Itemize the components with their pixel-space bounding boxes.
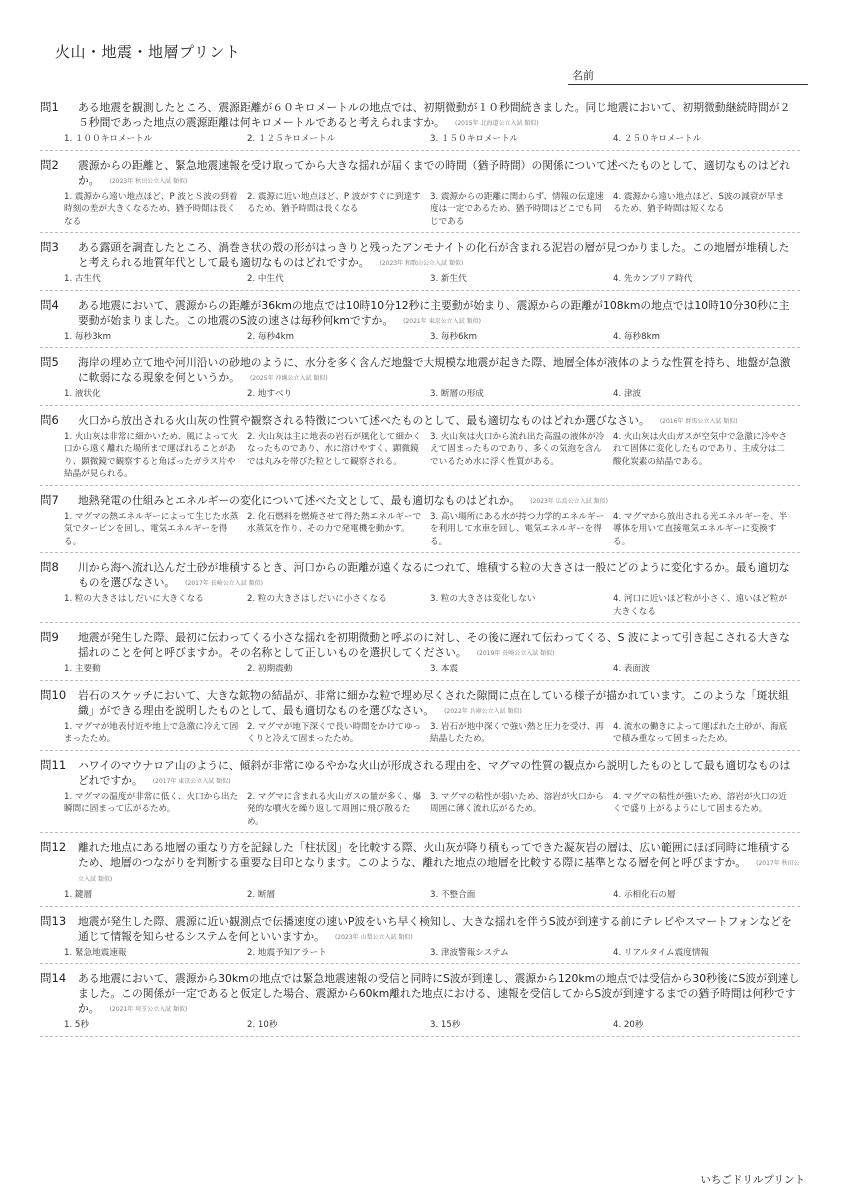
question-source: (2023年 山梨公立入試 類似) (334, 933, 413, 941)
question-number: 問4 (40, 297, 59, 312)
question-source: (2019年 長崎公立入試 類似) (476, 650, 555, 657)
question-source: (2016年 群馬公立入試 類似) (659, 417, 738, 425)
answer-option[interactable]: 1. マグマの熱エネルギーによって生じた水蒸気でタービンを回し、電気エネルギーを得る。 (64, 511, 239, 547)
answer-option[interactable]: 2. 地震予知アラート (247, 947, 327, 958)
question-body: 岩石のスケッチにおいて、大きな鉱物の結晶が、非常に細かな粒で埋め尽くされた隙間に点在している様子が描かれています。このような「斑状組織」ができる理由を説明したものとして、最も適切なものを選びなさい。 (78, 688, 789, 717)
question-number: 問5 (40, 355, 59, 369)
answer-options (64, 721, 800, 746)
question-block (40, 758, 800, 834)
question-body: 地震が発生した際、最初に伝わってくる小さな揺れを初期微動と呼ぶのに対し、その後に遅れて伝わってくる、S 波によって引き起こされる大きな揺れのことを何と呼びますか。その名称として正しいものを選択してください。 (78, 631, 790, 659)
question-block (40, 630, 800, 681)
question-text (78, 630, 800, 661)
question-number: 問2 (40, 157, 59, 172)
name-label: 名前 (572, 69, 594, 82)
question-number: 問13 (40, 913, 67, 928)
question-text (78, 493, 800, 509)
question-number: 問7 (40, 492, 59, 507)
answer-option[interactable]: 1. 液状化 (64, 389, 101, 399)
question-text (78, 971, 800, 1017)
question-body: ある地震において、震源からの距離が36kmの地点では10時10分12秒に主要動が始まり、震源からの距離が108kmの地点では10時10分30秒に主要動が始まりました。この地震のS波の速さは毎秒何kmですか。 (78, 298, 790, 327)
question-text (78, 688, 800, 719)
question-body: 地震が発生した際、震源に近い観測点で伝播速度の速いP波をいち早く検知し、大きな揺れを伴うS波が到達する前にテレビやスマートフォンなどを通じて情報を知らせるシステムを何といいますか。 (78, 914, 792, 943)
question-source: (2015年 北海道公立入試 類似) (454, 120, 539, 127)
question-text (78, 413, 800, 429)
answer-option[interactable]: 1. 粒の大きさはしだいに大きくなる (64, 594, 204, 604)
page-title: 火山・地震・地層プリント (55, 43, 241, 61)
question-header (40, 630, 800, 661)
answer-option[interactable]: 4. 震源から遠い地点ほど、S波の減衰が早まるため、猶予時間は短くなる (613, 191, 785, 214)
question-header (40, 758, 800, 789)
answer-options (64, 791, 800, 829)
answer-option[interactable]: 4. ２５０キロメートル (613, 134, 702, 144)
answer-option[interactable]: 3. マグマの粘性が弱いため、溶岩が火口から周囲に薄く流れ広がるため。 (430, 791, 604, 814)
answer-option[interactable]: 3. 高い場所にある水が持つ力学的エネルギーを利用して水車を回し、電気エネルギーを得る。 (430, 511, 605, 547)
question-body: 火口から放出される火山灰の性質や観察される特徴について述べたものとして、最も適切なものはどれか選びなさい。 (78, 413, 650, 427)
answer-option[interactable]: 4. マグマの粘性が強いため、溶岩が火口の近くで盛り上がるようにして固まるため。 (613, 791, 787, 814)
answer-option[interactable]: 3. 断層の形成 (430, 389, 484, 399)
question-source: (2023年 和歌山公立入試 類似) (379, 260, 464, 267)
answer-option[interactable]: 4. 流水の働きによって運ばれた土砂が、海底で積み重なって固まったため。 (613, 721, 788, 744)
answer-option[interactable]: 2. 震源に近い地点ほど、P 波がすぐに到達するため、猶予時間は長くなる (247, 191, 421, 214)
answer-option[interactable]: 3. 15秒 (430, 1020, 461, 1030)
answer-option[interactable]: 3. 岩石が地中深くで強い熱と圧力を受け、再結晶したため。 (430, 721, 604, 744)
answer-option[interactable]: 1. 古生代 (64, 274, 101, 284)
question-block (40, 840, 800, 907)
answer-option[interactable]: 2. 10秒 (247, 1020, 278, 1030)
question-list (40, 100, 800, 1044)
answer-options (64, 388, 800, 401)
answer-option[interactable]: 1. 鍵層 (64, 890, 93, 900)
question-block (40, 914, 800, 965)
question-source: (2023年 広島公立入試 類似) (530, 497, 609, 505)
question-source: (2021年 東京公立入試 類似) (403, 317, 481, 325)
answer-option[interactable]: 2. 毎秒4km (247, 331, 294, 342)
question-block (40, 100, 800, 151)
question-text (78, 100, 800, 131)
page-header (0, 0, 849, 100)
question-source: (2023年 秋田公立入試 類似) (109, 177, 188, 185)
question-header (40, 413, 800, 429)
answer-option[interactable]: 4. リアルタイム震度情報 (613, 947, 710, 958)
question-source: (2017年 長崎公立入試 類似) (185, 580, 263, 587)
question-text (78, 158, 800, 189)
answer-option[interactable]: 1. 震源から遠い地点ほど、P 波とＳ波の到着時刻の差が大きくなるため、猶予時間は長くなる (64, 191, 238, 227)
answer-option[interactable]: 2. 地すべり (247, 389, 293, 399)
question-header (40, 914, 800, 945)
answer-options (64, 431, 800, 481)
question-text (78, 240, 800, 271)
answer-option[interactable]: 1. マグマが地表付近や地上で急激に冷えて固まったため。 (64, 721, 239, 744)
answer-option[interactable]: 3. 粒の大きさは変化しない (430, 594, 536, 604)
answer-option[interactable]: 3. 火山灰は火口から流れ出た高温の液体が冷えて固まったものであり、多くの気泡を含んでいるため水に浮く性質がある。 (430, 431, 605, 467)
question-number: 問8 (40, 560, 59, 574)
answer-option[interactable]: 1. マグマの温度が非常に低く、火口から出た瞬間に固まって広がるため。 (64, 791, 239, 814)
question-body: ある地震を観測したところ、震源距離が６０キロメートルの地点では、初期微動が１０秒間続きました。同じ地震において、初期微動継続時間が２５秒間であった地点の震源距離は何キロメートルであると考えられますか。 (78, 101, 791, 129)
question-source: (2025年 沖縄公立入試 類似) (249, 375, 328, 382)
answer-option[interactable]: 1. 5秒 (64, 1020, 89, 1030)
question-header (40, 100, 800, 131)
answer-option[interactable]: 3. 毎秒6km (430, 331, 477, 342)
answer-options (64, 191, 800, 229)
question-text (78, 560, 800, 591)
answer-option[interactable]: 4. 示相化石の層 (613, 890, 676, 900)
question-body: 海岸の埋め立て地や河川沿いの砂地のように、水分を多く含んだ地盤で大規模な地震が起きた際、地層全体が液体のような性質を持ち、地盤が急激に軟弱になる現象を何というか。 (78, 356, 791, 384)
answer-option[interactable]: 2. マグマに含まれる火山ガスの量が多く、爆発的な噴火を繰り返して周囲に飛び散るため。 (247, 791, 422, 827)
question-text (78, 758, 800, 789)
question-number: 問12 (40, 840, 67, 854)
question-number: 問10 (40, 687, 67, 702)
question-block (40, 355, 800, 406)
answer-option[interactable]: 4. 先カンブリア時代 (613, 274, 693, 284)
question-body: 離れた地点にある地層の重なり方を記録した「柱状図」を比較する際、火山灰が降り積もってできた凝灰岩の層は、広い範囲にほぼ同時に堆積するため、地層のつながりを判断する重要な目印となります。このような、離れた地点の地層を比較する際に基準となる層を何と呼びますか。 (78, 841, 791, 869)
answer-option[interactable]: 2. １２５キロメートル (247, 134, 336, 144)
question-body: 地熱発電の仕組みとエネルギーの変化について述べた文として、最も適切なものはどれか。 (78, 493, 521, 507)
answer-option[interactable]: 2. 化石燃料を燃焼させて得た熱エネルギーで水蒸気を作り、その力で発電機を動かす。 (247, 511, 422, 534)
answer-option[interactable]: 4. 河口に近いほど粒が小さく、遠いほど粒が大きくなる (613, 594, 788, 617)
answer-option[interactable]: 4. マグマから放出される光エネルギーを、半導体を用いて直接電気エネルギーに変換する。 (613, 511, 788, 547)
question-header (40, 688, 800, 719)
answer-option[interactable]: 3. 震源からの距離に関わらず、情報の伝達速度は一定であるため、猶予時間はどこでも同じである (430, 191, 604, 227)
question-source: (2017年 東京公立入試 類似) (152, 777, 231, 785)
answer-option[interactable]: 3. 本震 (430, 664, 459, 674)
answer-options (64, 331, 800, 344)
answer-option[interactable]: 3. 不整合面 (430, 890, 476, 900)
question-header (40, 493, 800, 509)
question-body: ハワイのマウナロア山のように、傾斜が非常にゆるやかな火山が形成される理由を、マグマの性質の観点から説明したものとして最も適切なものはどれですか。 (78, 758, 791, 787)
answer-option[interactable]: 1. 毎秒3km (64, 331, 111, 342)
answer-option[interactable]: 4. 火山灰は火山ガスが空気中で急激に冷やされて固体に変化したものであり、主成分は二酸化炭素の結晶である。 (613, 431, 788, 467)
question-number: 問14 (40, 971, 67, 985)
answer-option[interactable]: 4. 20秒 (613, 1020, 644, 1030)
question-block (40, 240, 800, 291)
question-number: 問9 (40, 630, 59, 644)
question-body: 震源からの距離と、緊急地震速報を受け取ってから大きな揺れが届くまでの時間（猶予時間）の関係について述べたものとして、適切なものはどれか。 (78, 158, 791, 187)
question-source: (2022年 兵庫公立入試 類似) (444, 707, 522, 715)
question-number: 問11 (40, 757, 67, 772)
question-block (40, 158, 800, 234)
answer-option[interactable]: 2. 断層 (247, 890, 276, 900)
answer-options (64, 1019, 800, 1032)
answer-options (64, 273, 800, 286)
answer-options (64, 663, 800, 676)
question-body: 川から海へ流れ込んだ土砂が堆積するとき、河口からの距離が遠くなるにつれて、堆積する粒の大きさは一般にどのように変化するか。最も適切なものを選びなさい。 (78, 561, 790, 589)
question-source: (2021年 埼玉公立入試 類似) (109, 1006, 188, 1013)
question-block (40, 560, 800, 623)
question-body: ある地震において、震源から30kmの地点では緊急地震速報の受信と同時にS波が到達し、震源から120kmの地点では受信から30秒後にS波が到達しました。この関係が一定であると仮定した場合、震源から60km離れた地点における、速報を受信してからS波が到達するまでの猶予時間は何秒ですか。 (78, 972, 800, 1015)
question-text (78, 355, 800, 386)
question-block (40, 298, 800, 349)
question-number: 問1 (40, 100, 59, 114)
question-header (40, 971, 800, 1017)
answer-option[interactable]: 4. 津波 (613, 389, 642, 399)
name-field[interactable] (568, 64, 808, 85)
question-block (40, 413, 800, 486)
answer-option[interactable]: 2. マグマが地下深くで長い時間をかけてゆっくりと冷えて固まったため。 (247, 721, 422, 744)
answer-option[interactable]: 3. １５０キロメートル (430, 134, 519, 144)
footer-brand: いちごドリルプリント (700, 1174, 805, 1186)
answer-option[interactable]: 1. 主要動 (64, 664, 101, 674)
question-number: 問3 (40, 240, 59, 254)
question-text (78, 914, 800, 945)
answer-options (64, 511, 800, 549)
answer-options (64, 947, 800, 960)
question-text (78, 298, 800, 329)
answer-option[interactable]: 2. 初期震動 (247, 664, 293, 674)
answer-options (64, 133, 800, 146)
question-header (40, 298, 800, 329)
answer-options (64, 889, 800, 902)
answer-option[interactable]: 1. １００キロメートル (64, 134, 153, 144)
question-header (40, 840, 800, 887)
question-block (40, 688, 800, 751)
question-body: ある露頭を調査したところ、渦巻き状の殻の形がはっきりと残ったアンモナイトの化石が含まれる泥岩の層が見つかりました。この地層が堆積したと考えられる地質年代として最も適切なものはどれですか。 (78, 241, 790, 269)
question-header (40, 240, 800, 271)
answer-options (64, 593, 800, 618)
question-text (78, 840, 800, 887)
answer-option[interactable]: 1. 火山灰は非常に細かいため、風によって火口から遠く離れた場所まで運ばれることがあり、顕微鏡で観察すると角ばったガラス片や結晶が見られる。 (64, 431, 238, 479)
question-header (40, 158, 800, 189)
answer-option[interactable]: 1. 緊急地震速報 (64, 947, 127, 958)
question-header (40, 560, 800, 591)
question-block (40, 493, 800, 554)
question-number: 問6 (40, 412, 59, 427)
answer-option[interactable]: 4. 表面波 (613, 664, 650, 674)
answer-option[interactable]: 3. 津波警報システム (430, 947, 509, 958)
answer-option[interactable]: 4. 毎秒8km (613, 331, 660, 342)
answer-option[interactable]: 3. 新生代 (430, 274, 467, 284)
answer-option[interactable]: 2. 火山灰は主に地表の岩石が風化して細かくなったものであり、水に溶けやすく、顕微鏡では丸みを帯びた粒として観察される。 (247, 431, 422, 467)
question-header (40, 355, 800, 386)
answer-option[interactable]: 2. 中生代 (247, 274, 284, 284)
question-block (40, 971, 800, 1037)
answer-option[interactable]: 2. 粒の大きさはしだいに小さくなる (247, 594, 387, 604)
question-source: (2017年 秋田公立入試 類似) (78, 860, 800, 883)
